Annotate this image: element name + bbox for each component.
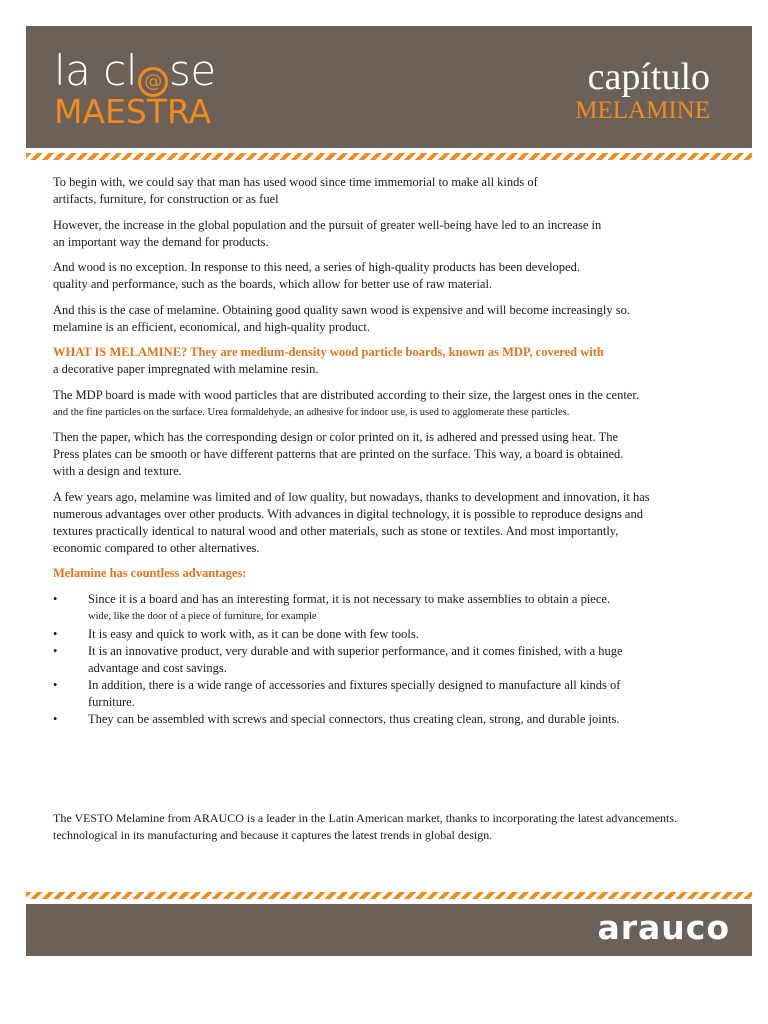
list-item: • In addition, there is a wide range of accessories and fixtures specially designed to manufacture all kinds of furniture. bbox=[53, 678, 621, 709]
header-band bbox=[26, 26, 752, 148]
paragraph: A few years ago, melamine was limited and of low quality, but nowadays, thanks to development and innovation, it has numerous advantages over other products. With advances in digital technology, it is possible to reproduce designs and textures practically identical to natural wood and other materials, such as stone or textiles. And most importantly, economic compared to other alternatives. bbox=[53, 489, 650, 555]
advantages-heading: Melamine has countless advantages: bbox=[53, 566, 247, 580]
chapter-label: capítulo bbox=[587, 56, 710, 98]
section-heading: WHAT IS MELAMINE? They are medium-density wood particle boards, known as MDP, covered with bbox=[53, 345, 604, 359]
bullet-icon: • bbox=[53, 644, 58, 658]
closing-paragraph: The VESTO Melamine from ARAUCO is a leader in the Latin American market, thanks to incorporating the latest advancements. technological in its manufacturing and because it captures the latest trends in global design. bbox=[53, 811, 678, 842]
bullet-icon: • bbox=[53, 592, 58, 606]
advantages-list bbox=[53, 591, 743, 728]
paragraph: And this is the case of melamine. Obtaining good quality sawn wood is expensive and will become increasingly so. melamine is an efficient, economical, and high-quality product. bbox=[53, 302, 630, 334]
bullet-icon: • bbox=[53, 712, 58, 726]
top-divider bbox=[26, 153, 752, 160]
at-sign-icon: @ bbox=[138, 67, 168, 97]
what-is-melamine-paragraph: WHAT IS MELAMINE? They are medium-density wood particle boards, known as MDP, covered with a decorative paper impregnated with melamine resin. bbox=[53, 344, 743, 378]
bullet-icon: • bbox=[53, 678, 58, 692]
paragraph: And wood is no exception. In response to this need, a series of high-quality products has been developed. quality and performance, such as the boards, which allow for better use of raw material. bbox=[53, 260, 580, 291]
bottom-divider bbox=[26, 892, 752, 899]
list-item: • It is easy and quick to work with, as it can be done with few tools. bbox=[53, 627, 419, 641]
list-item: • It is an innovative product, very durable and with superior performance, and it comes finished, with a huge advantage and cost savings. bbox=[53, 644, 623, 675]
list-item: • Since it is a board and has an interesting format, it is not necessary to make assemblies to obtain a piece. wide, like the door of a piece of furniture, for example bbox=[53, 592, 611, 622]
chapter-title bbox=[575, 58, 710, 123]
list-item: • They can be assembled with screws and special connectors, thus creating clean, strong, and durable joints. bbox=[53, 712, 620, 726]
paragraph: However, the increase in the global population and the pursuit of greater well-being have led to an increase in an important way the demand for products. bbox=[53, 217, 602, 249]
chapter-topic: MELAMINE bbox=[575, 97, 710, 124]
paragraph: Then the paper, which has the corresponding design or color printed on it, is adhered and pressed using heat. The Press plates can be smooth or have different patterns that are printed on the surface. This way, a board is obtained. with a design and texture. bbox=[53, 430, 624, 478]
paragraph: To begin with, we could say that man has used wood since time immemorial to make all kinds of artifacts, furniture, for construction or as fuel bbox=[53, 175, 538, 206]
bullet-icon: • bbox=[53, 627, 58, 641]
la-clase-maestra-logo: la cl @ se MAESTRA bbox=[54, 46, 216, 131]
arauco-logo: arauco bbox=[597, 908, 730, 947]
document-body bbox=[53, 174, 743, 728]
footer-band bbox=[26, 904, 752, 956]
paragraph: The MDP board is made with wood particles that are distributed according to their size, the largest ones in the center. and the fine particles on the surface. Urea formaldehyde, an adhesive for indoor use, is used to agglomerate these particles. bbox=[53, 387, 639, 418]
